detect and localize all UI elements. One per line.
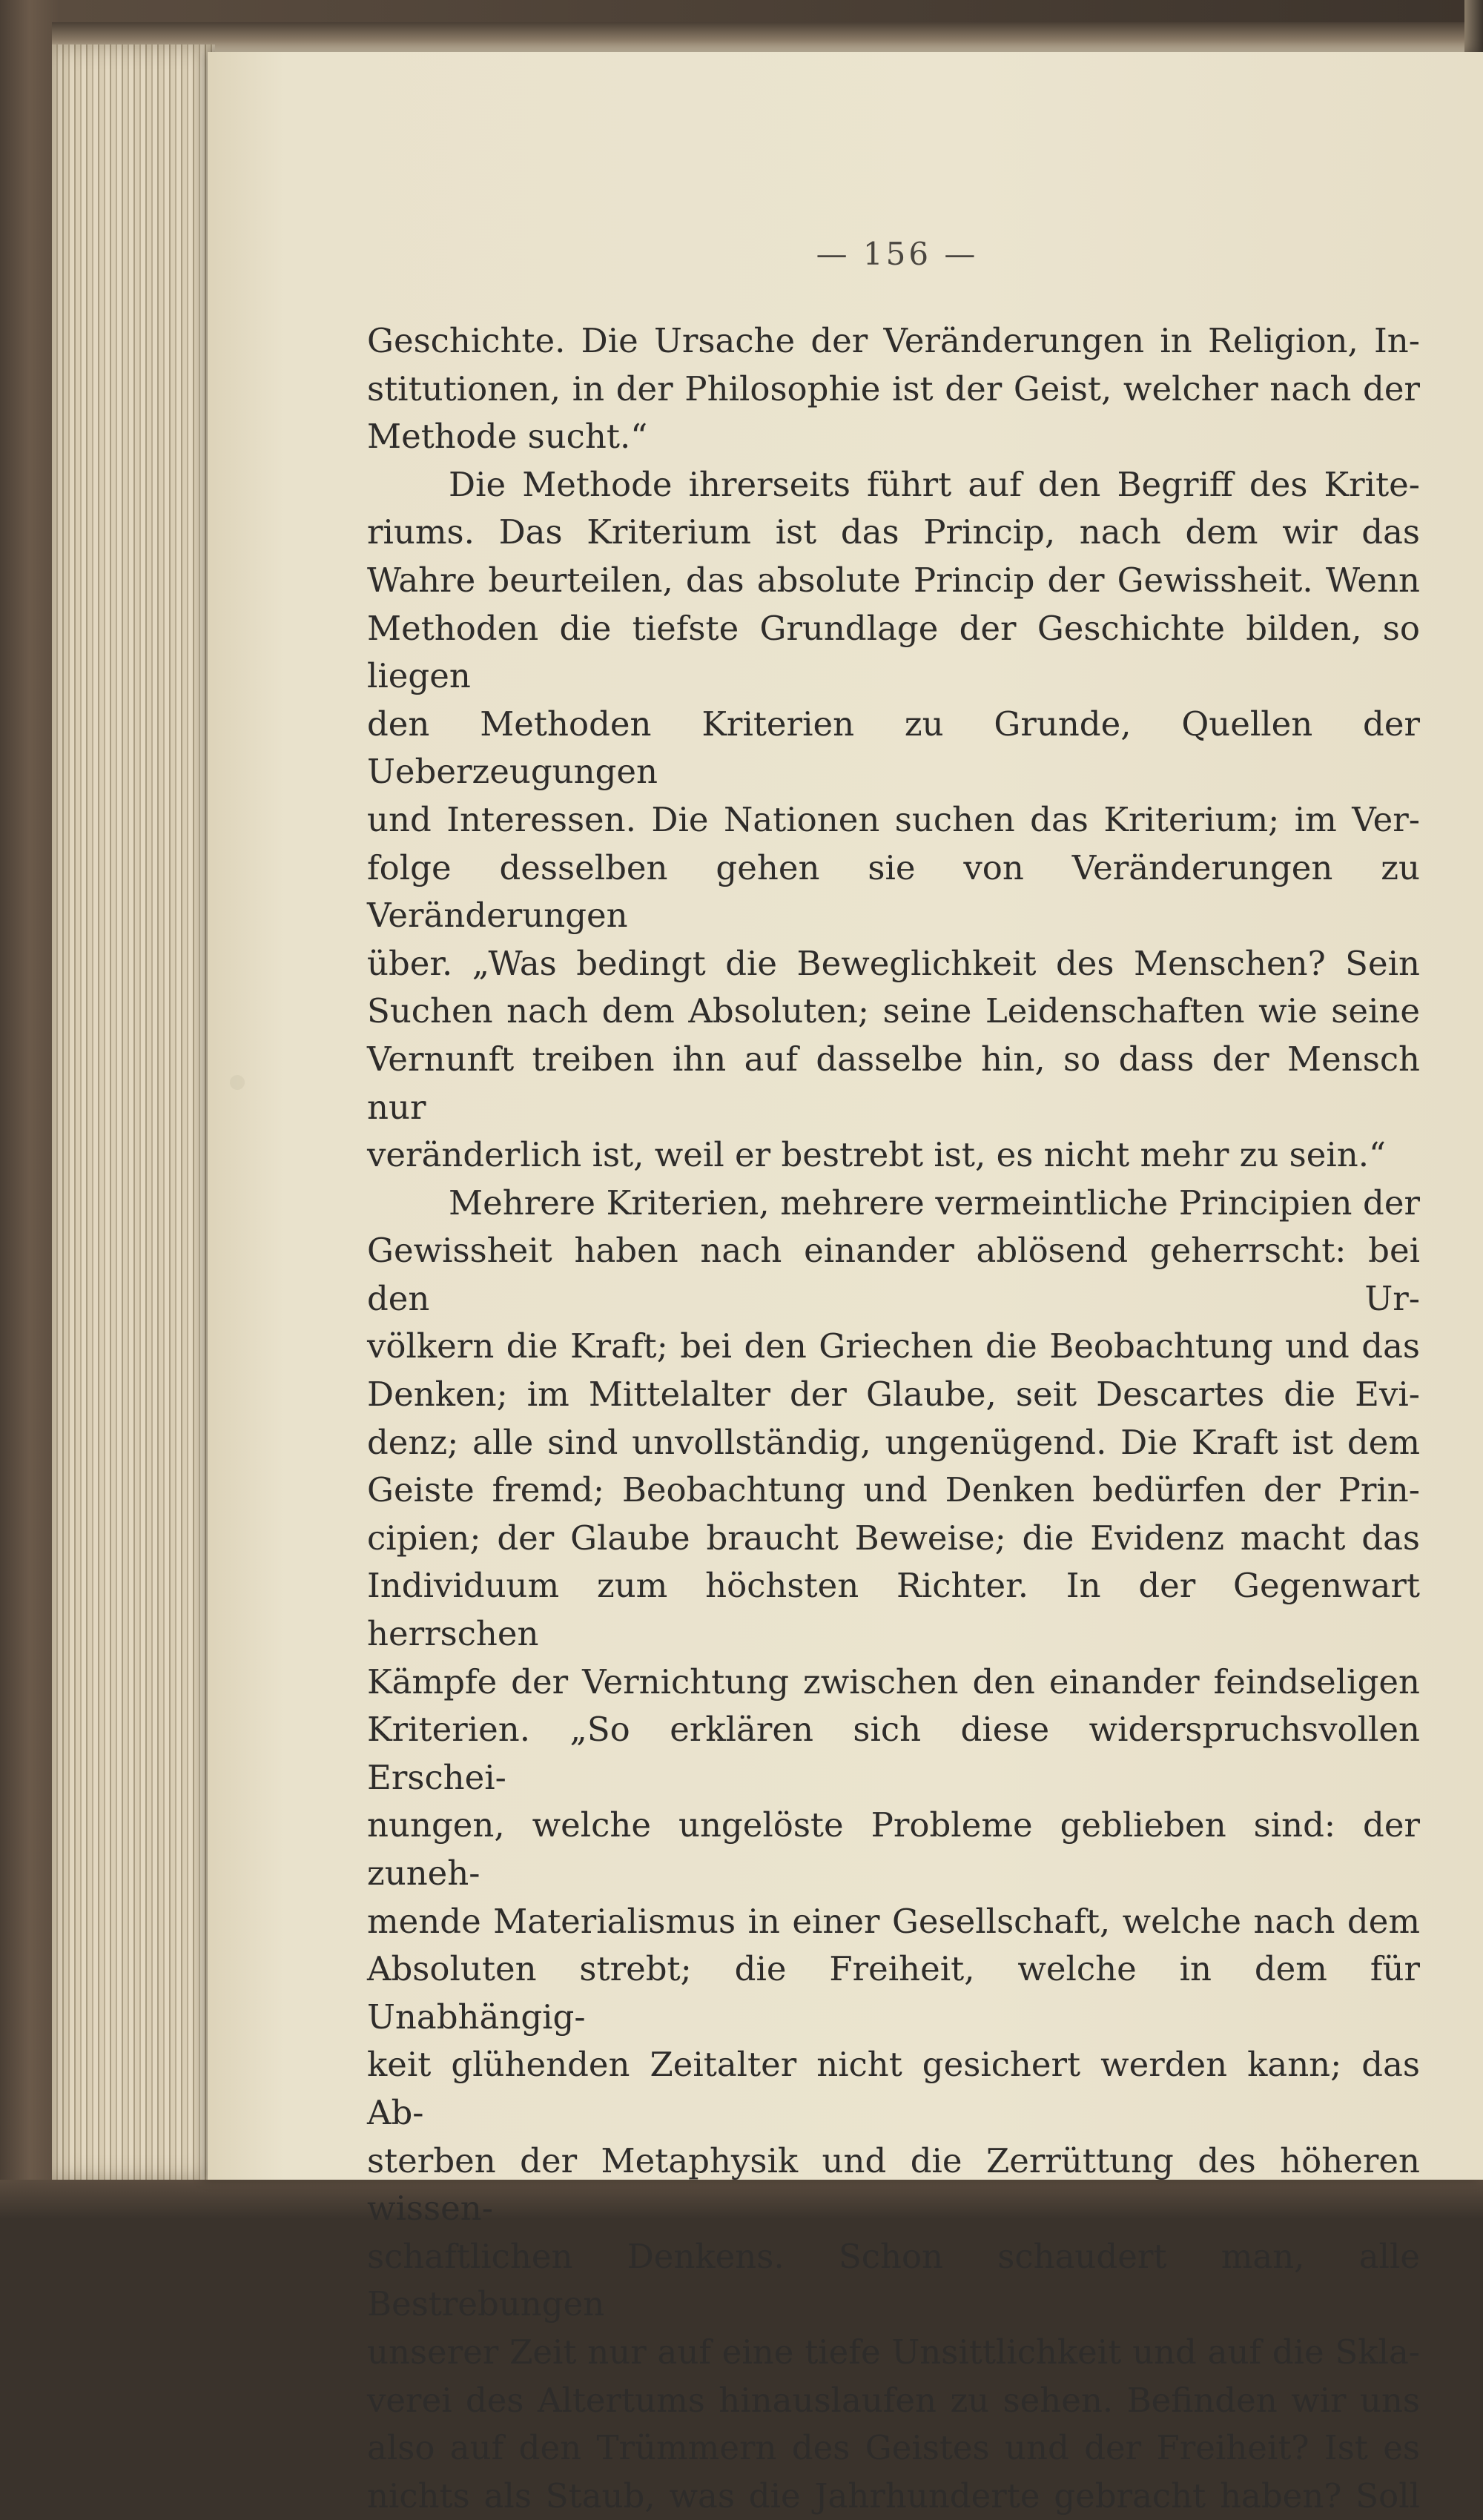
text-line: und Interessen. Die Nationen suchen das Kriterium; im Ver- (367, 799, 1420, 839)
text-line: Denken; im Mittelalter der Glaube, seit Descartes die Evi- (367, 1375, 1420, 1415)
page-edges-top (52, 22, 1483, 52)
text-line: Vernunft treiben ihn auf dasselbe hin, so dass der Mensch nur (367, 1039, 1420, 1127)
text-line: stitutionen, in der Philosophie ist der Geist, welcher nach der (367, 368, 1420, 409)
page-speck (230, 1075, 245, 1090)
text-line: folge desselben gehen sie von Veränderungen zu Veränderungen (367, 847, 1420, 936)
text-line: Methoden die tiefste Grundlage der Geschichte bilden, so liegen (367, 608, 1420, 696)
text-line: veränderlich ist, weil er bestrebt ist, es nicht mehr zu sein.“ (367, 1135, 1387, 1175)
page-number: — 156 — (816, 236, 979, 272)
text-line: Die Methode ihrerseits führt auf den Begriff des Krite- (449, 464, 1420, 504)
text-line: sterben der Metaphysik und die Zerrüttung des höheren wissen- (367, 2140, 1420, 2229)
text-line: völkern die Kraft; bei den Griechen die Beobachtung und das (367, 1326, 1420, 1366)
text-line: Wahre beurteilen, das absolute Princip der Gewissheit. Wenn (367, 560, 1420, 600)
text-line: schaftlichen Denkens. Schon schaudert man, alle Bestrebungen (367, 2236, 1420, 2324)
text-line: verei des Altertums hinauslaufen zu sehen. Befinden wir uns (367, 2380, 1420, 2420)
text-line: cipien; der Glaube braucht Beweise; die Evidenz macht das (367, 1518, 1420, 1558)
text-line: Absoluten strebt; die Freiheit, welche in dem für Unabhängig- (367, 1949, 1420, 2037)
text-line: Individuum zum höchsten Richter. In der Gegenwart herrschen (367, 1566, 1420, 1654)
text-line: Kriterien. „So erklären sich diese widerspruchsvollen Erschei- (367, 1710, 1420, 1797)
text-line: riums. Das Kriterium ist das Princip, nach dem wir das (367, 512, 1420, 552)
body-text (367, 317, 1420, 2520)
text-line: keit glühenden Zeitalter nicht gesichert werden kann; das Ab- (367, 2045, 1420, 2132)
text-line: Kämpfe der Vernichtung zwischen den einander feindseligen (367, 1661, 1420, 1702)
text-line: Mehrere Kriterien, mehrere vermeintliche Principien der (449, 1183, 1420, 1223)
text-line: nungen, welche ungelöste Probleme geblieben sind: der zuneh- (367, 1805, 1420, 1893)
text-line: Suchen nach dem Absoluten; seine Leidenschaften wie seine (367, 991, 1420, 1031)
stacked-page-edges (52, 44, 215, 2180)
text-line: Geschichte. Die Ursache der Veränderungen in Religion, In- (367, 321, 1420, 360)
text-line: den Methoden Kriterien zu Grunde, Quellen der Ueberzeugungen (367, 704, 1420, 792)
text-line: nichts als Staub, was die Jahrhunderte gebracht haben? Soll (367, 2476, 1420, 2516)
text-line: Gewissheit haben nach einander ablösend geherrscht: bei den Ur- (367, 1231, 1420, 1318)
text-line: unserer Zeit nur auf eine tiefe Unsittlichkeit und auf die Skla- (367, 2332, 1420, 2372)
text-line: Methode sucht.“ (367, 417, 648, 457)
text-line: über. „Was bedingt die Beweglichkeit des Menschen? Sein (367, 943, 1420, 983)
text-line: Geiste fremd; Beobachtung und Denken bedürfen der Prin- (367, 1470, 1420, 1510)
text-line: also auf den Trümmern des Geistes und der Freiheit? Ist es (367, 2428, 1420, 2468)
text-line: mende Materialismus in einer Gesellschaft, welche nach dem (367, 1901, 1420, 1941)
text-line: denz; alle sind unvollständig, ungenügend. Die Kraft ist dem (367, 1422, 1420, 1462)
